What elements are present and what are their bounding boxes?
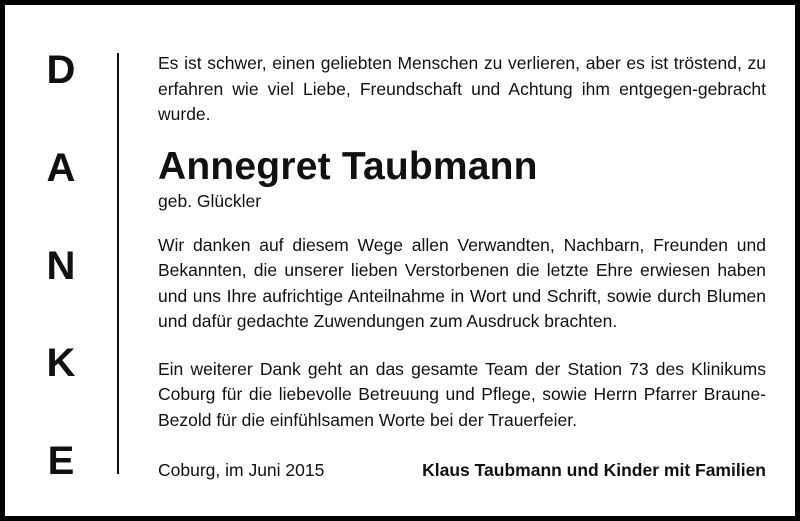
- heading-letter-e: E: [47, 439, 75, 483]
- thanks-paragraph: Wir danken auf diesem Wege allen Verwandten, Nachbarn, Freunden und Bekannten, die unserer lieben Verstorbenen die letzte Ehre erwiesen haben und uns Ihre aufrichtige Anteilnahme in Wort und Schrift, sowie durch Blumen und dafür gedachte Zuwendungen zum Ausdruck brachten.: [158, 234, 766, 331]
- heading-letter-d: D: [46, 48, 76, 92]
- vertical-divider: [117, 53, 119, 474]
- deceased-name: Annegret Taubmann: [158, 144, 538, 188]
- notice-body: [158, 51, 766, 433]
- birth-name: geb. Glückler: [158, 190, 262, 211]
- signature: Klaus Taubmann und Kinder mit Familien: [422, 460, 766, 480]
- heading-letter-k: K: [46, 341, 76, 385]
- heading-letter-n: N: [46, 244, 76, 288]
- place-date: Coburg, im Juni 2015: [158, 460, 325, 480]
- danke-vertical-heading: [35, 47, 87, 487]
- team-paragraph: Ein weiterer Dank geht an das gesamte Team der Station 73 des Klinikums Coburg für die liebevolle Betreuung und Pflege, sowie Herrn Pfarrer Braune-Bezold für die einfühlsamen Worte bei der Trauerfeier.: [158, 358, 766, 430]
- intro-paragraph: Es ist schwer, einen geliebten Menschen zu verlieren, aber es ist tröstend, zu erfahren wie viel Liebe, Freundschaft und Achtung ihm entgegen-gebracht wurde.: [158, 53, 766, 124]
- notice-footer: [158, 457, 766, 483]
- heading-letter-a: A: [46, 146, 76, 190]
